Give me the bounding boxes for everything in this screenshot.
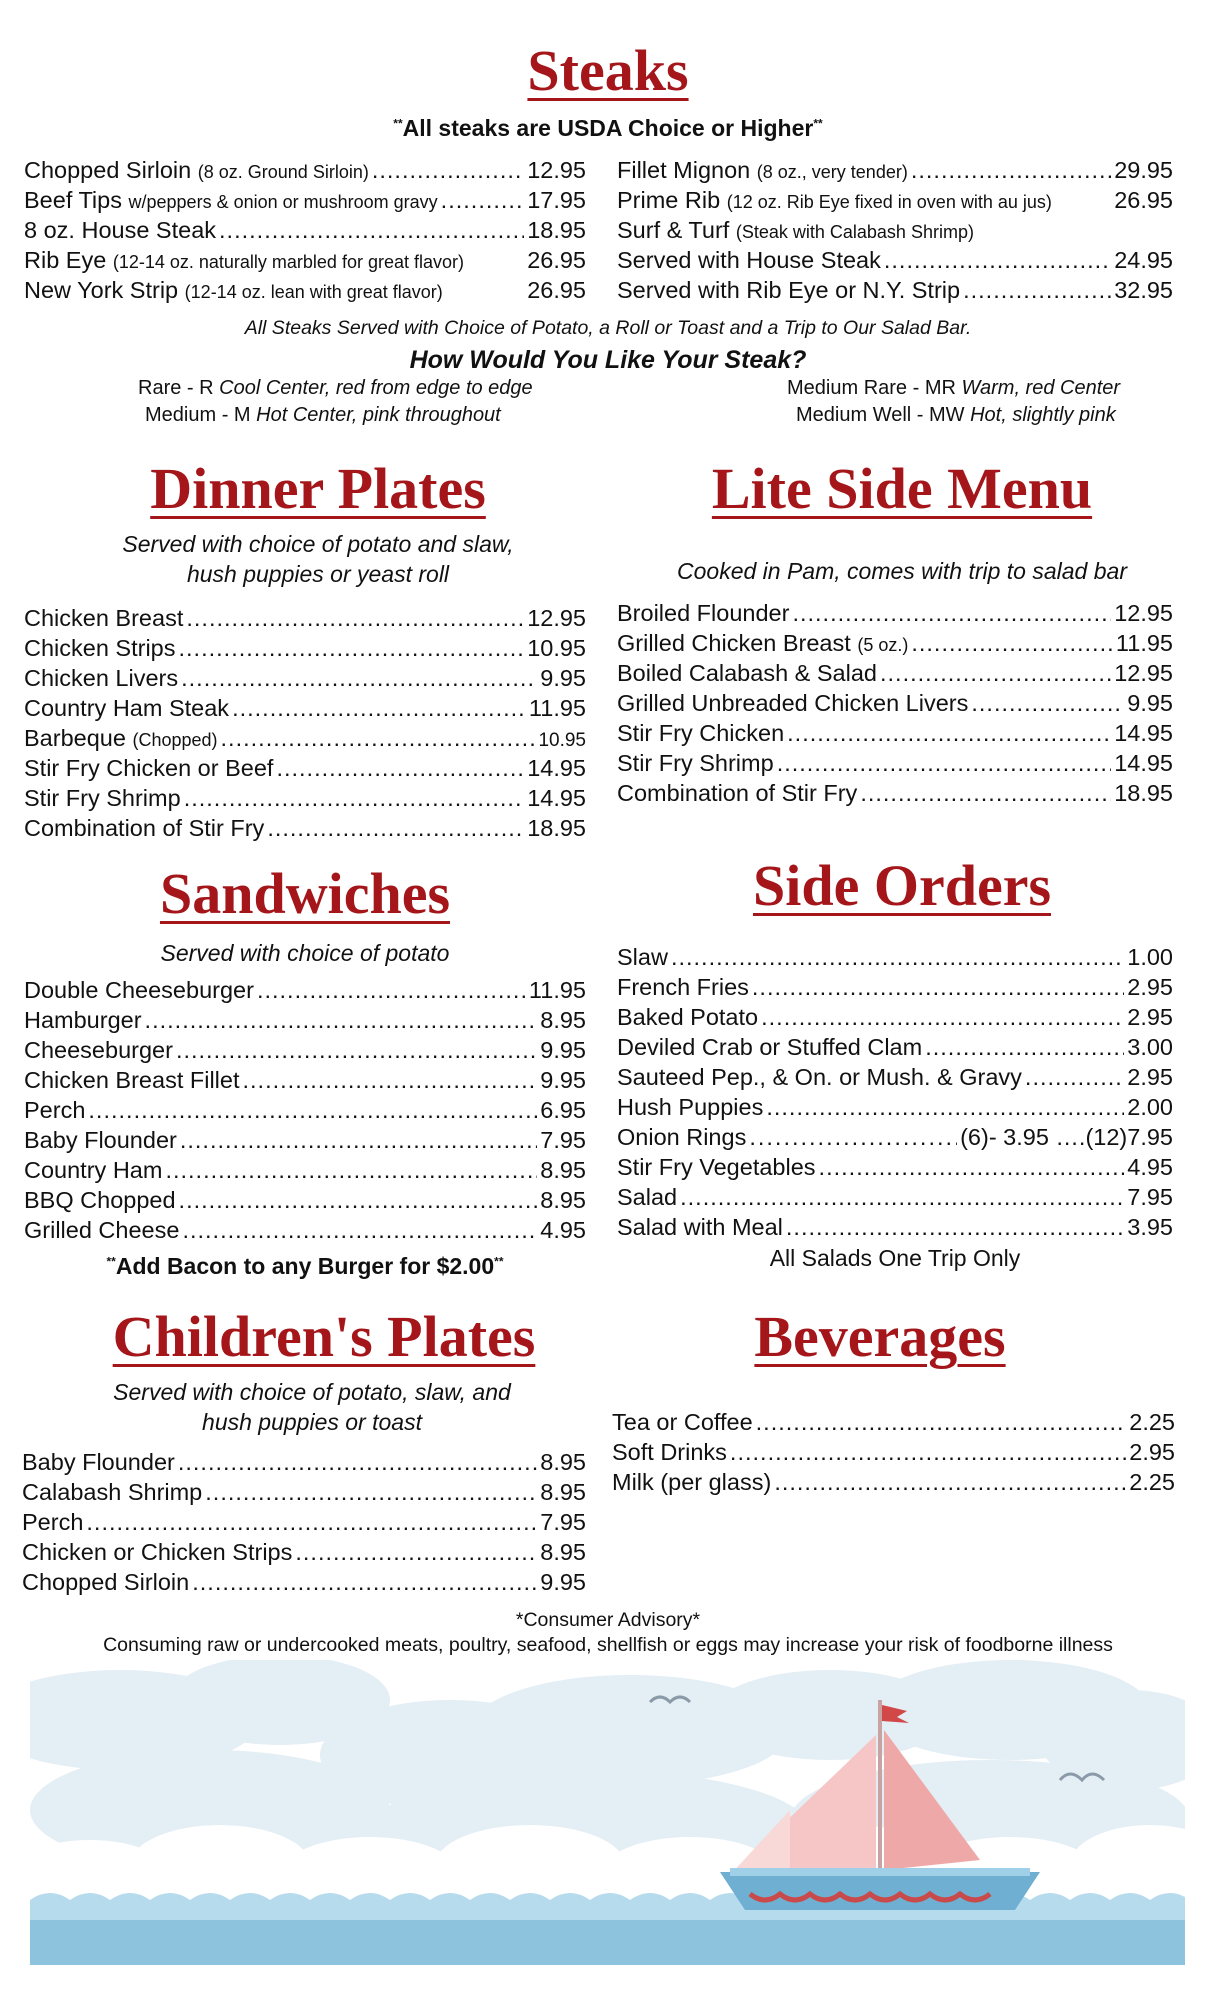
doneness-medium-well: Medium Well - MW Hot, slightly pink — [796, 404, 1116, 426]
menu-row: Chicken or Chicken Strips ..... 8.95 — [22, 1537, 586, 1567]
menu-row: Served with Rib Eye or N.Y. Strip ..... 32.95 — [617, 275, 1173, 305]
steaks-subtitle: **All steaks are USDA Choice or Higher** — [393, 115, 823, 141]
menu-row: Barbeque (Chopped) ..... 10.95 — [24, 723, 586, 753]
menu-row: Salad with Meal ..... 3.95 — [617, 1212, 1173, 1242]
menu-row: French Fries ..... 2.95 — [617, 972, 1173, 1002]
dinner-plates-title: Dinner Plates — [150, 456, 486, 521]
menu-row: Beef Tips w/peppers & onion or mushroom gravy ..... 17.95 — [24, 185, 586, 215]
doneness-heading: How Would You Like Your Steak? — [409, 346, 807, 374]
dinner-plates-list — [24, 603, 586, 843]
menu-row: Stir Fry Shrimp ..... 14.95 — [24, 783, 586, 813]
steaks-title: Steaks — [527, 38, 689, 103]
childrens-plates-note: Served with choice of potato, slaw, and hush puppies or toast — [113, 1379, 511, 1435]
menu-row: Chopped Sirloin ..... 9.95 — [22, 1567, 586, 1597]
menu-row: Sauteed Pep., & On. or Mush. & Gravy ..... 2.95 — [617, 1062, 1173, 1092]
menu-row: Chopped Sirloin (8 oz. Ground Sirloin) ..... 12.95 — [24, 155, 586, 185]
menu-row: Deviled Crab or Stuffed Clam ..... 3.00 — [617, 1032, 1173, 1062]
menu-row: Served with House Steak ..... 24.95 — [617, 245, 1173, 275]
menu-row: Baked Potato ..... 2.95 — [617, 1002, 1173, 1032]
sandwiches-title: Sandwiches — [159, 861, 451, 926]
menu-row: Chicken Breast Fillet ..... 9.95 — [24, 1065, 586, 1095]
menu-row: Calabash Shrimp ..... 8.95 — [22, 1477, 586, 1507]
doneness-rare: Rare - R Cool Center, red from edge to edge — [138, 377, 533, 399]
menu-row: Broiled Flounder ..... 12.95 — [617, 598, 1173, 628]
dinner-plates-note: Served with choice of potato and slaw, hush puppies or yeast roll — [122, 531, 514, 587]
menu-row: Hush Puppies ..... 2.00 — [617, 1092, 1173, 1122]
menu-row: New York Strip (12-14 oz. lean with great flavor) 26.95 — [24, 277, 586, 303]
menu-row: Slaw ..... 1.00 — [617, 942, 1173, 972]
menu-row: Onion Rings ..... (6)- 3.95 ….(12)7.95 — [617, 1122, 1173, 1152]
childrens-plates-list — [22, 1447, 586, 1597]
menu-row: Chicken Breast ..... 12.95 — [24, 603, 586, 633]
menu-row: Grilled Unbreaded Chicken Livers ..... 9.95 — [617, 688, 1173, 718]
menu-row: Grilled Cheese ..... 4.95 — [24, 1215, 586, 1245]
menu-row: Perch ..... 7.95 — [22, 1507, 586, 1537]
beverages-list — [612, 1407, 1175, 1497]
menu-row: Country Ham Steak ..... 11.95 — [24, 693, 586, 723]
doneness-medium: Medium - M Hot Center, pink throughout — [145, 404, 501, 426]
menu-row: Soft Drinks ..... 2.95 — [612, 1437, 1175, 1467]
menu-row: Hamburger ..... 8.95 — [24, 1005, 586, 1035]
menu-row: Country Ham ..... 8.95 — [24, 1155, 586, 1185]
menu-row: Grilled Chicken Breast (5 oz.) ..... 11.95 — [617, 628, 1173, 658]
menu-row: 8 oz. House Steak ..... 18.95 — [24, 215, 586, 245]
steaks-left-column — [24, 155, 586, 305]
menu-row: Baby Flounder ..... 7.95 — [24, 1125, 586, 1155]
side-orders-title: Side Orders — [752, 853, 1052, 918]
menu-row: Cheeseburger ..... 9.95 — [24, 1035, 586, 1065]
salad-note: All Salads One Trip Only — [769, 1245, 1021, 1271]
menu-row: Perch ..... 6.95 — [24, 1095, 586, 1125]
doneness-medium-rare: Medium Rare - MR Warm, red Center — [787, 377, 1121, 399]
menu-row: Stir Fry Shrimp ..... 14.95 — [617, 748, 1173, 778]
menu-row: Stir Fry Chicken ..... 14.95 — [617, 718, 1173, 748]
side-orders-list — [617, 942, 1173, 1242]
menu-row: Rib Eye (12-14 oz. naturally marbled for great flavor) 26.95 — [24, 247, 586, 273]
menu-row: Salad ..... 7.95 — [617, 1182, 1173, 1212]
menu-row: Fillet Mignon (8 oz., very tender) ..... 29.95 — [617, 155, 1173, 185]
sandwiches-list — [24, 975, 586, 1245]
menu-row: BBQ Chopped ..... 8.95 — [24, 1185, 586, 1215]
lite-side-title: Lite Side Menu — [711, 456, 1093, 521]
menu-row: Stir Fry Vegetables ..... 4.95 — [617, 1152, 1173, 1182]
menu-row: Surf & Turf (Steak with Calabash Shrimp) — [617, 217, 974, 243]
menu-row: Milk (per glass) ..... 2.25 — [612, 1467, 1175, 1497]
menu-row: Stir Fry Chicken or Beef ..... 14.95 — [24, 753, 586, 783]
lite-side-list — [617, 598, 1173, 808]
childrens-plates-title: Children's Plates — [112, 1304, 536, 1369]
steaks-right-column — [617, 155, 1173, 305]
menu-row: Chicken Strips ..... 10.95 — [24, 633, 586, 663]
menu-row: Tea or Coffee ..... 2.25 — [612, 1407, 1175, 1437]
bacon-note: **Add Bacon to any Burger for $2.00** — [106, 1253, 504, 1279]
menu-row: Chicken Livers ..... 9.95 — [24, 663, 586, 693]
sailboat-scene-svg — [30, 1660, 1185, 1965]
sandwiches-note: Served with choice of potato — [160, 940, 450, 966]
steaks-served-note: All Steaks Served with Choice of Potato, a Roll or Toast and a Trip to Our Salad Bar. — [244, 317, 972, 339]
sailboat-illustration — [30, 1660, 1185, 1965]
menu-row: Prime Rib (12 oz. Rib Eye fixed in oven with au jus) 26.95 — [617, 187, 1173, 213]
menu-row: Double Cheeseburger ..... 11.95 — [24, 975, 586, 1005]
menu-row: Boiled Calabash & Salad ..... 12.95 — [617, 658, 1173, 688]
advisory-text: Consuming raw or undercooked meats, poultry, seafood, shellfish or eggs may increase your risk of foodborne illness — [103, 1634, 1113, 1656]
beverages-title: Beverages — [754, 1304, 1006, 1369]
advisory-heading: *Consumer Advisory* — [515, 1609, 701, 1631]
menu-row: Baby Flounder ..... 8.95 — [22, 1447, 586, 1477]
menu-row: Combination of Stir Fry ..... 18.95 — [24, 813, 586, 843]
menu-row: Combination of Stir Fry ..... 18.95 — [617, 778, 1173, 808]
lite-side-note: Cooked in Pam, comes with trip to salad bar — [677, 558, 1127, 584]
